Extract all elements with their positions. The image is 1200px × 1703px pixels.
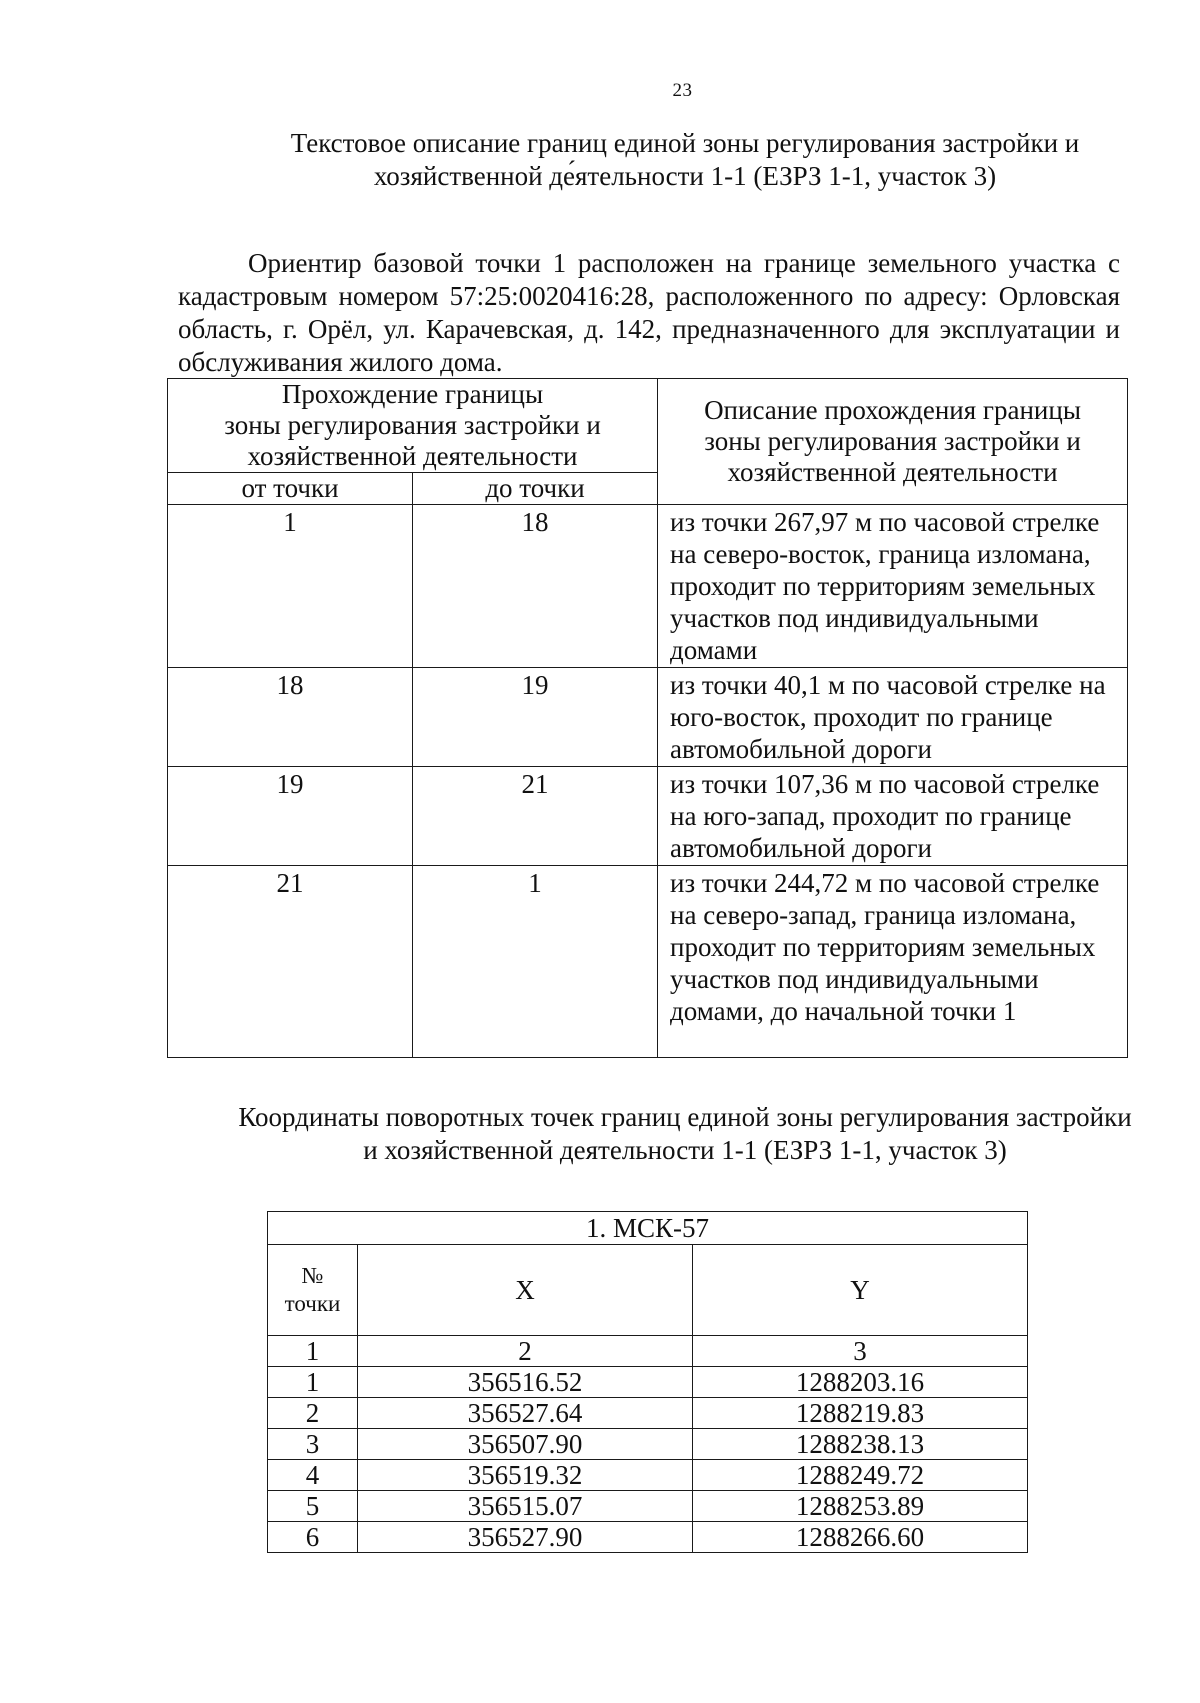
header-to-point: до точки: [413, 473, 658, 505]
column-index: 1: [268, 1336, 358, 1367]
header-line: точки: [284, 1291, 341, 1316]
coordinate-system-label: 1. МСК-57: [268, 1212, 1028, 1245]
table-row: [168, 866, 1128, 1058]
header-line: Описание прохождения границы: [704, 395, 1081, 425]
y-coordinate-cell: 1288219.83: [693, 1398, 1028, 1429]
coordinates-title: [180, 1101, 1190, 1167]
x-coordinate-cell: 356515.07: [358, 1491, 693, 1522]
point-number-cell: 3: [268, 1429, 358, 1460]
header-boundary-pass: [168, 379, 658, 473]
x-coordinate-cell: 356527.90: [358, 1522, 693, 1553]
header-line: №: [301, 1263, 324, 1288]
point-number-cell: 2: [268, 1398, 358, 1429]
from-point-cell: 19: [168, 767, 413, 866]
table-row: [268, 1460, 1028, 1491]
from-point-cell: 18: [168, 668, 413, 767]
title-line: Текстовое описание границ единой зоны регулирования застройки и: [290, 128, 1080, 158]
coordinate-system-row: [268, 1212, 1028, 1245]
page-number: 23: [672, 80, 693, 101]
title-line: хозяйственной де́ятельности 1-1 (ЕЗРЗ 1-1, участок 3): [373, 161, 997, 191]
title-line: Координаты поворотных точек границ единой зоны регулирования застройки: [238, 1102, 1132, 1132]
title-line: и хозяйственной деятельности 1-1 (ЕЗРЗ 1-1, участок 3): [363, 1135, 1007, 1165]
header-x: X: [358, 1245, 693, 1336]
coordinates-table: [267, 1211, 1028, 1553]
point-number-cell: 6: [268, 1522, 358, 1553]
y-coordinate-cell: 1288249.72: [693, 1460, 1028, 1491]
point-number-cell: 1: [268, 1367, 358, 1398]
to-point-cell: 1: [413, 866, 658, 1058]
point-number-cell: 5: [268, 1491, 358, 1522]
table-row: [168, 767, 1128, 866]
table-row: [268, 1367, 1028, 1398]
boundary-description-title: [180, 127, 1190, 193]
column-index: 3: [693, 1336, 1028, 1367]
table-row: [268, 1429, 1028, 1460]
header-from-point: от точки: [168, 473, 413, 505]
table-row: [268, 1491, 1028, 1522]
y-coordinate-cell: 1288238.13: [693, 1429, 1028, 1460]
table-row: [268, 1398, 1028, 1429]
header-line: Прохождение границы: [281, 379, 544, 409]
header-line: хозяйственной деятельности: [727, 457, 1058, 487]
y-coordinate-cell: 1288266.60: [693, 1522, 1028, 1553]
point-number-cell: 4: [268, 1460, 358, 1491]
from-point-cell: 21: [168, 866, 413, 1058]
y-coordinate-cell: 1288253.89: [693, 1491, 1028, 1522]
description-cell: из точки 40,1 м по часовой стрелке на юго-восток, проходит по границе автомобильной дороги: [658, 668, 1128, 767]
column-index-row: [268, 1336, 1028, 1367]
boundary-table-header-row: [168, 379, 1128, 473]
table-row: [168, 505, 1128, 668]
boundary-table: [167, 378, 1128, 1058]
to-point-cell: 19: [413, 668, 658, 767]
description-cell: из точки 244,72 м по часовой стрелке на северо-запад, граница изломана, проходит по территориям земельных участков под индивидуальными домами, до начальной точки 1: [658, 866, 1128, 1058]
header-line: хозяйственной деятельности: [247, 441, 578, 471]
x-coordinate-cell: 356527.64: [358, 1398, 693, 1429]
description-cell: из точки 107,36 м по часовой стрелке на юго-запад, проходит по границе автомобильной дороги: [658, 767, 1128, 866]
x-coordinate-cell: 356516.52: [358, 1367, 693, 1398]
header-description: [658, 379, 1128, 505]
table-row: [268, 1522, 1028, 1553]
header-line: зоны регулирования застройки и: [704, 426, 1081, 456]
y-coordinate-cell: 1288203.16: [693, 1367, 1028, 1398]
coords-header-row: [268, 1245, 1028, 1336]
x-coordinate-cell: 356519.32: [358, 1460, 693, 1491]
table-row: [168, 668, 1128, 767]
header-y: Y: [693, 1245, 1028, 1336]
x-coordinate-cell: 356507.90: [358, 1429, 693, 1460]
column-index: 2: [358, 1336, 693, 1367]
header-line: зоны регулирования застройки и: [224, 410, 601, 440]
intro-paragraph: Ориентир базовой точки 1 расположен на границе земельного участка с кадастровым номером 57:25:0020416:28, расположенного по адресу: Орловская область, г. Орёл, ул. Карачевская, д. 142, предназначенного для эксплуатации и обслуживания жилого дома.: [178, 248, 1120, 377]
to-point-cell: 18: [413, 505, 658, 668]
to-point-cell: 21: [413, 767, 658, 866]
from-point-cell: 1: [168, 505, 413, 668]
description-cell: из точки 267,97 м по часовой стрелке на северо-восток, граница изломана, проходит по территориям земельных участков под индивидуальными домами: [658, 505, 1128, 668]
header-point-number: [268, 1245, 358, 1336]
